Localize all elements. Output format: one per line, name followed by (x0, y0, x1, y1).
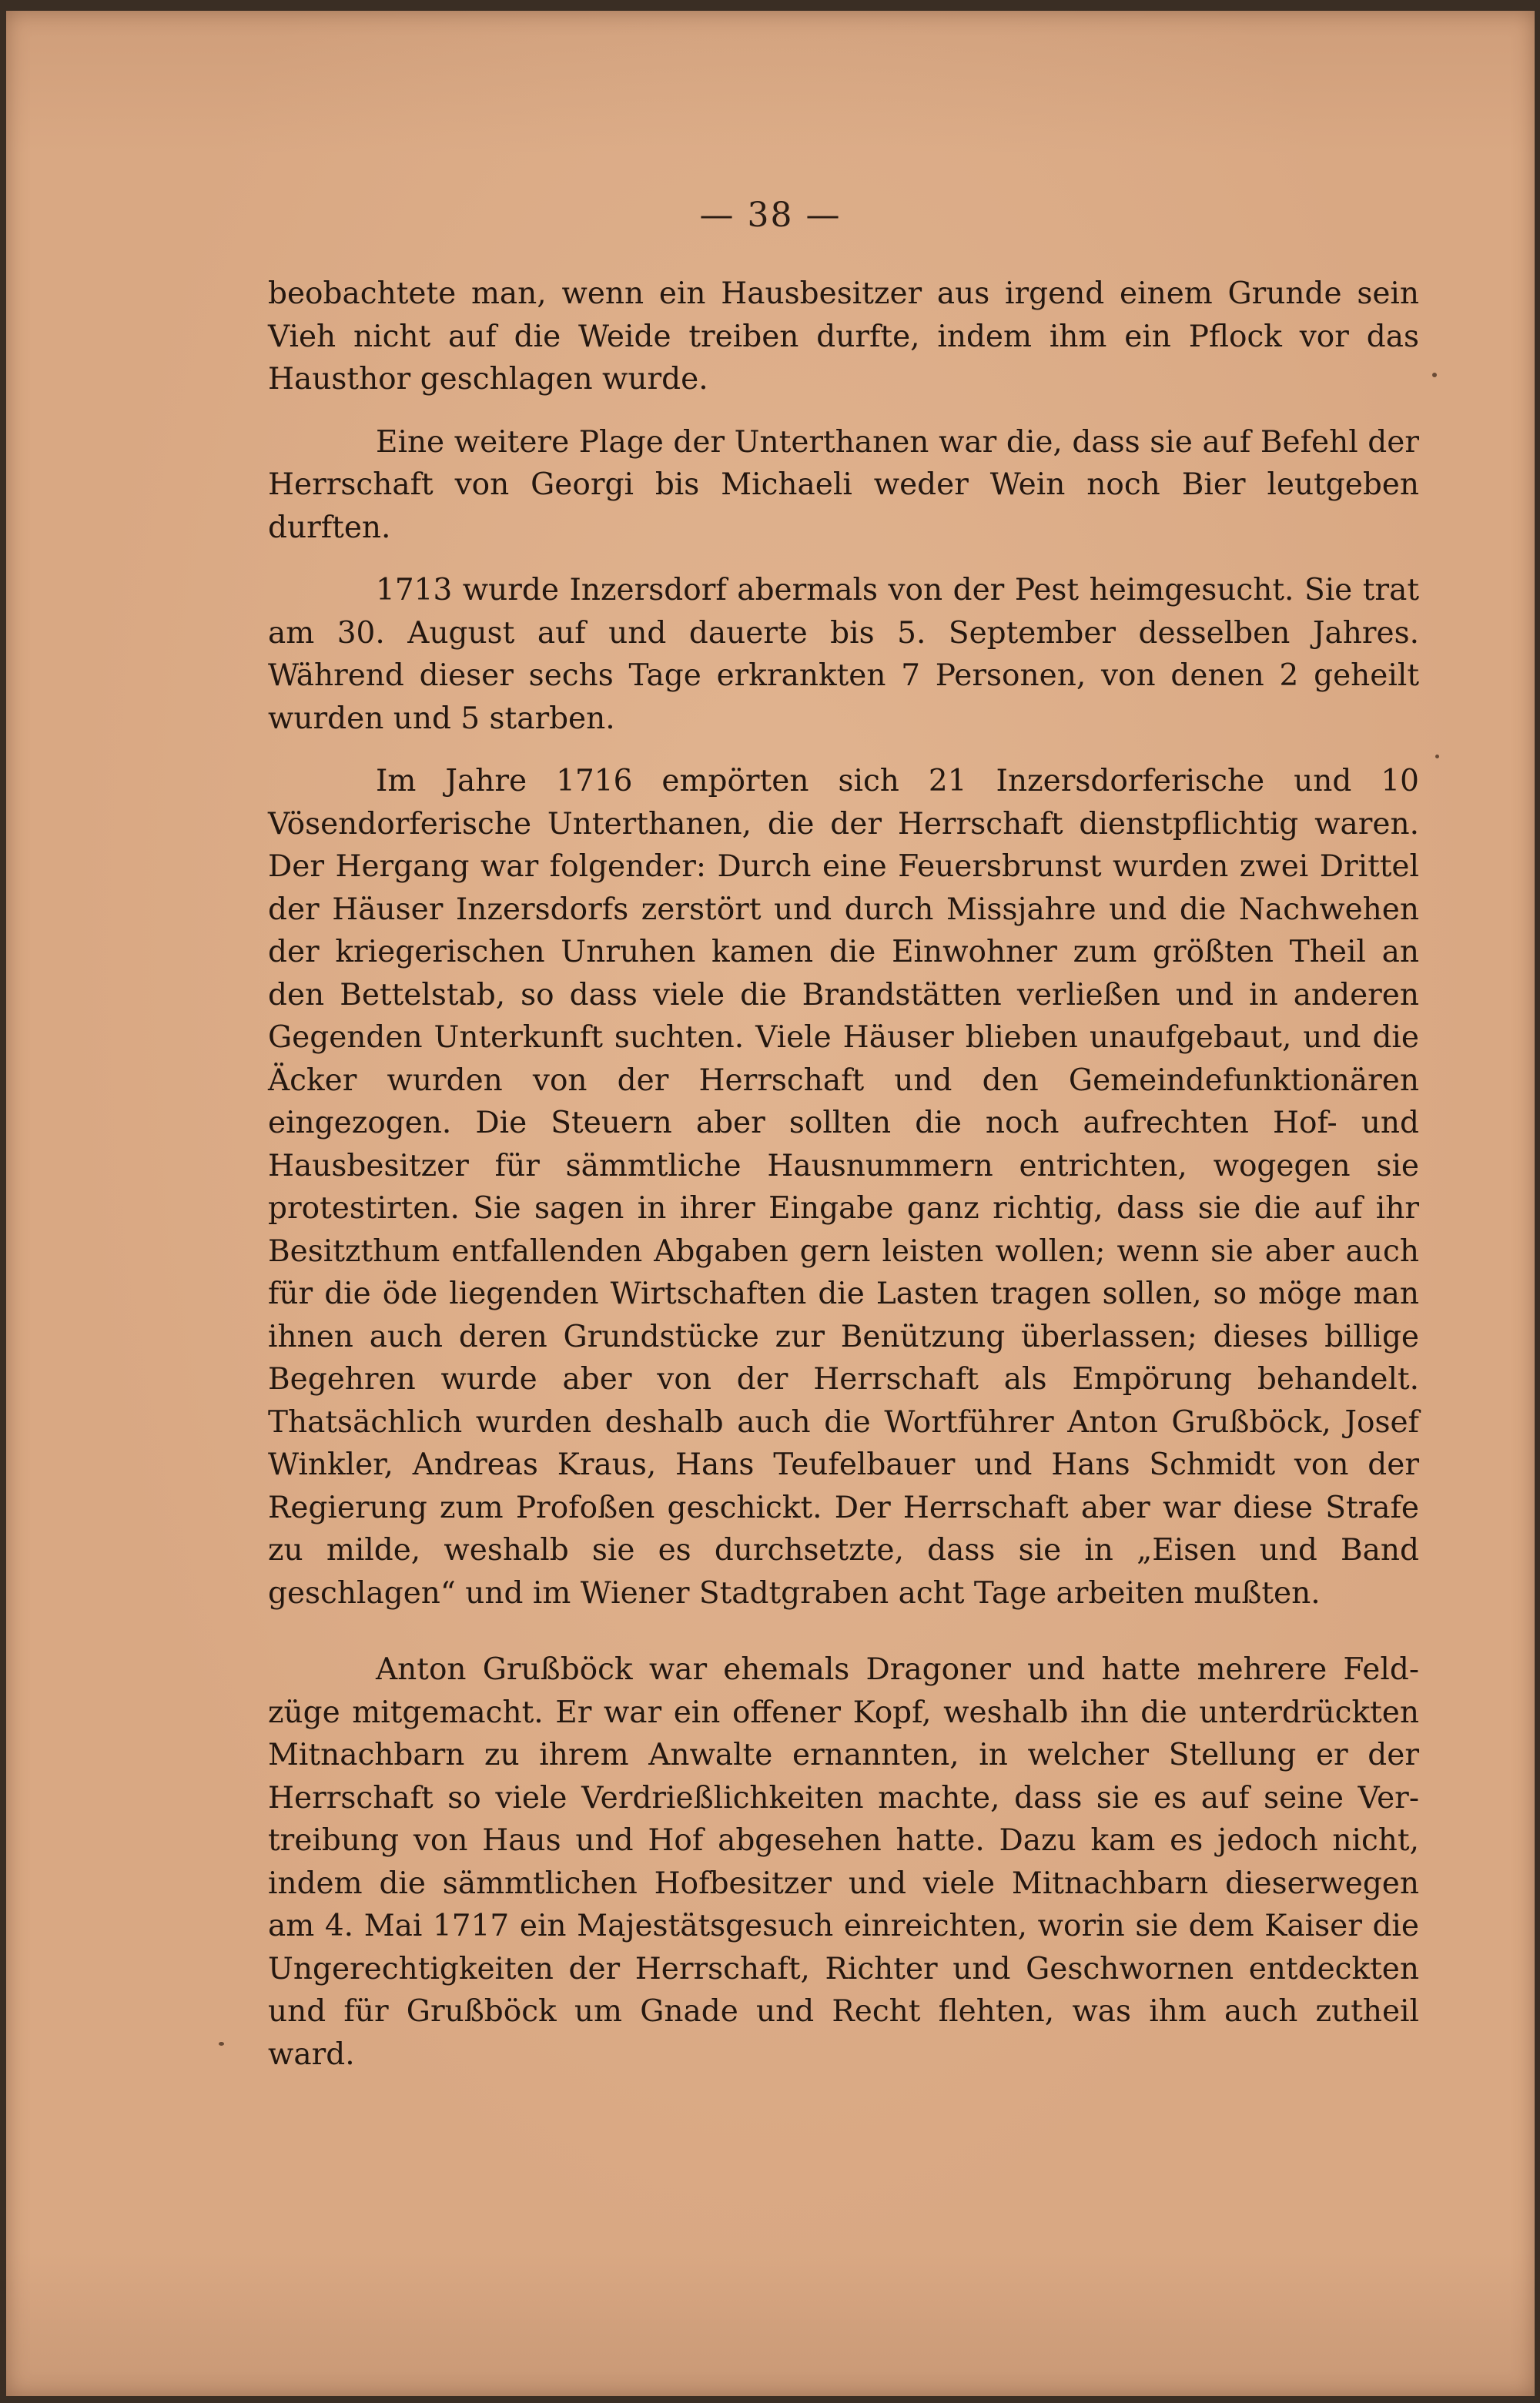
paragraph-plage: Eine weitere Plage der Unterthanen war die, dass sie auf Befehl der Herrschaft von Georgi bis Michaeli weder Wein noch Bier leutgeben durften. (268, 424, 1419, 545)
page-number: — 38 — (699, 196, 842, 235)
paragraph-grussboeck: Anton Grußböck war ehemals Dragoner und hatte mehrere Feldzüge mitgemacht. Er war ein offener Kopf, weshalb ihn die unterdrückten Mitnachbarn zu ihrem Anwalte ernannten, in welcher Stellung er der Herrschaft so viele Verdrießlichkeiten machte, dass sie es auf seine Vertreibung von Haus und Hof abgesehen hatte. Dazu kam es jedoch nicht, indem die sämmtlichen Hofbesitzer und viele Mitnachbarn dieserwegen am 4. Mai 1717 ein Majestätsgesuch einreichten, worin sie dem Kaiser die Ungerechtigkeiten der Herrschaft, Richter und Geschwornen entdeckten und für Grußböck um Gnade und Recht flehten, was ihm auch zutheil ward. (268, 1652, 1419, 2072)
paragraph-pest-1713: 1713 wurde Inzersdorf abermals von der Pest heimgesucht. Sie trat am 30. August auf und dauerte bis 5. September desselben Jahres. Während dieser sechs Tage erkrankten 7 Personen, von denen 2 geheilt wurden und 5 starben. (268, 573, 1419, 736)
paragraph-emporung-1716: Im Jahre 1716 empörten sich 21 Inzersdorferische und 10 Vösendorferische Unterthanen, die der Herrschaft dienstpflichtig waren. Der Hergang war folgender: Durch eine Feuersbrunst wurden zwei Drittel der Häuser Inzersdorfs zerstört und durch Missjahre und die Nachwehen der kriegerischen Unruhen kamen die Einwohner zum größten Theil an den Bettelstab, so dass viele die Brandstätten verließen und in anderen Gegenden Unterkunft suchten. Viele Häuser blieben unaufgebaut, und die Äcker wurden von der Herrschaft und den Gemeindefunktionären eingezogen. Die Steuern aber sollten die noch aufrechten Hof- und Hausbesitzer für sämmtliche Hausnummern entrichten, wogegen sie protestirten. Sie sagen in ihrer Eingabe ganz richtig, dass sie die auf ihr Besitzthum entfallenden Abgaben gern leisten wollen; wenn sie aber auch für die öde liegenden Wirtschaften die Lasten tragen sollen, so möge man ihnen auch deren Grundstücke zur Benützung überlassen; dieses billige Begehren wurde aber von der Herrschaft als Empörung behandelt. Thatsächlich wurden deshalb auch die Wortführer Anton Grußböck, Josef Winkler, Andreas Kraus, Hans Teufelbauer und Hans Schmidt von der Regierung zum Profoßen geschickt. Der Herrschaft aber war diese Strafe zu milde, weshalb sie es durchsetzte, dass sie in „Eisen und Band geschlagen“ und im Wiener Stadtgraben acht Tage arbeiten mußten. (268, 764, 1419, 1611)
paper-speck (1432, 373, 1437, 377)
paragraph-continuation: beobachtete man, wenn ein Hausbesitzer aus irgend einem Grunde sein Vieh nicht auf die Weide treiben durfte, indem ihm ein Pflock vor das Hausthor geschlagen wurde. (268, 276, 1419, 397)
book-page (6, 11, 1535, 2396)
body-text (268, 273, 1419, 2076)
paper-speck (219, 2042, 224, 2046)
paper-speck (1435, 755, 1439, 758)
